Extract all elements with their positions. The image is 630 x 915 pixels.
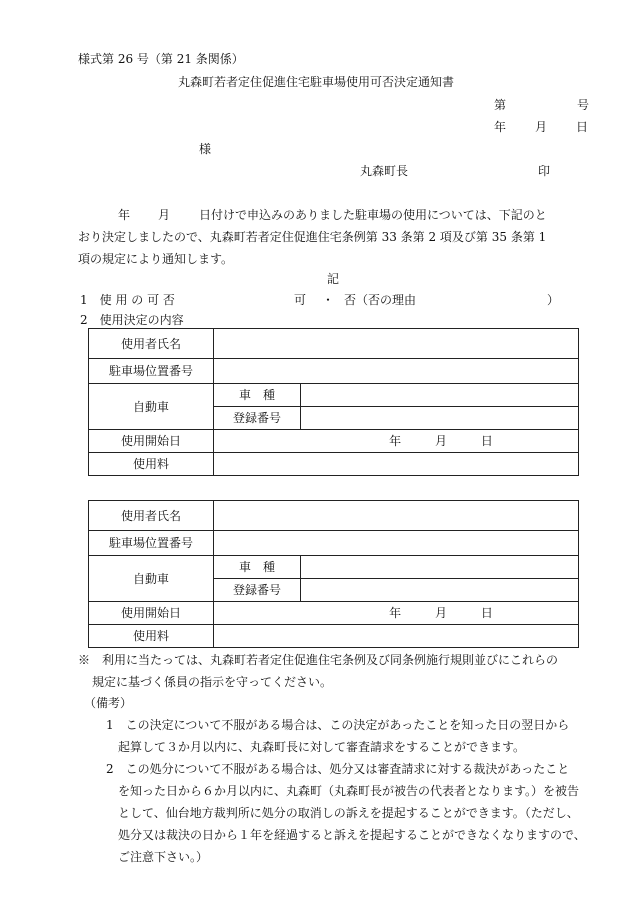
start-date-year: 年	[389, 434, 402, 448]
document-title: 丸森町若者定住促進住宅駐車場使用可否決定通知書	[178, 75, 455, 89]
issue-date-month: 月	[535, 120, 548, 134]
parking-position-label: 駐車場位置番号	[89, 531, 214, 556]
user-name-label: 使用者氏名	[89, 329, 214, 359]
user-name-field[interactable]	[214, 501, 579, 531]
start-date-field[interactable]	[214, 430, 579, 453]
usage-table-2	[88, 500, 579, 648]
remark2-line-3: として、仙台地方裁判所に処分の取消しの訴えを提起することができます。（ただし、	[118, 806, 579, 820]
issue-date-year: 年	[494, 120, 507, 134]
car-type-label: 車 種	[214, 556, 301, 579]
car-type-field[interactable]	[301, 384, 579, 407]
car-type-field[interactable]	[301, 556, 579, 579]
remark2-line-2: を知った日から６か月以内に、丸森町（丸森町長が被告の代表者となります。）を被告	[118, 784, 580, 798]
addressee-suffix: 様	[199, 142, 212, 156]
notice-line-1: ※ 利用に当たっては、丸森町若者定住促進住宅条例及び同条例施行規則並びにこれらの	[78, 653, 559, 667]
body-line-2: おり決定しましたので、丸森町若者定住促進住宅条例第 33 条第 2 項及び第 35 条第 1	[78, 230, 547, 244]
remark2-line-1: 2 この処分について不服がある場合は、処分又は審査請求に対する裁決があったこと	[106, 762, 570, 776]
fee-label: 使用料	[89, 453, 214, 476]
parking-position-field[interactable]	[214, 531, 579, 556]
body-line-3: 項の規定により通知します。	[78, 252, 234, 266]
car-type-label: 車 種	[214, 384, 301, 407]
remark2-line-5: ご注意下さい。）	[118, 850, 209, 864]
notice-line-2: 規定に基づく係員の指示を守ってください。	[92, 675, 333, 689]
parking-position-label: 駐車場位置番号	[89, 359, 214, 384]
remark2-line-4: 処分又は裁決の日から１年を経過すると訴えを提起することができなくなりますので、	[118, 828, 586, 842]
registration-field[interactable]	[301, 579, 579, 602]
car-label: 自動車	[89, 556, 214, 602]
start-date-day: 日	[480, 434, 493, 448]
usage-table-1	[88, 328, 579, 476]
fee-label: 使用料	[89, 625, 214, 648]
item1-separator: ・	[322, 293, 335, 307]
user-name-field[interactable]	[214, 329, 579, 359]
body-month: 月	[158, 208, 171, 222]
registration-label: 登録番号	[214, 579, 301, 602]
doc-number-label-left: 第	[494, 98, 507, 112]
body-line-1: 日付けで申込みのありました駐車場の使用については、下記のと	[199, 208, 547, 222]
start-date-label: 使用開始日	[89, 602, 214, 625]
registration-label: 登録番号	[214, 407, 301, 430]
remark1-line-1: 1 この決定について不服がある場合は、この決定があったことを知った日の翌日から	[106, 718, 570, 732]
remark1-line-2: 起算して３か月以内に、丸森町長に対して審査請求をすることができます。	[118, 740, 526, 754]
start-date-month: 月	[434, 434, 447, 448]
user-name-label: 使用者氏名	[89, 501, 214, 531]
start-date-month: 月	[434, 606, 447, 620]
start-date-field[interactable]	[214, 602, 579, 625]
issuer-name: 丸森町長	[360, 164, 409, 178]
start-date-label: 使用開始日	[89, 430, 214, 453]
registration-field[interactable]	[301, 407, 579, 430]
item1-label: 1 使 用 の 可 否	[80, 293, 175, 307]
item1-close-paren: ）	[547, 293, 560, 307]
fee-field[interactable]	[214, 453, 579, 476]
parking-position-field[interactable]	[214, 359, 579, 384]
ki-heading: 記	[327, 272, 340, 286]
doc-number-label-right: 号	[577, 98, 590, 112]
start-date-year: 年	[389, 606, 402, 620]
remarks-heading: （備考）	[84, 696, 133, 710]
item2-label: 2 使用決定の内容	[80, 313, 184, 327]
start-date-day: 日	[480, 606, 493, 620]
body-year: 年	[118, 208, 131, 222]
item1-approve: 可	[294, 293, 307, 307]
issue-date-day: 日	[576, 120, 589, 134]
form-number: 様式第 26 号（第 21 条関係）	[78, 52, 244, 66]
item1-reject-reason: 否（否の理由	[344, 293, 417, 307]
seal-mark: 印	[538, 164, 551, 178]
fee-field[interactable]	[214, 625, 579, 648]
car-label: 自動車	[89, 384, 214, 430]
